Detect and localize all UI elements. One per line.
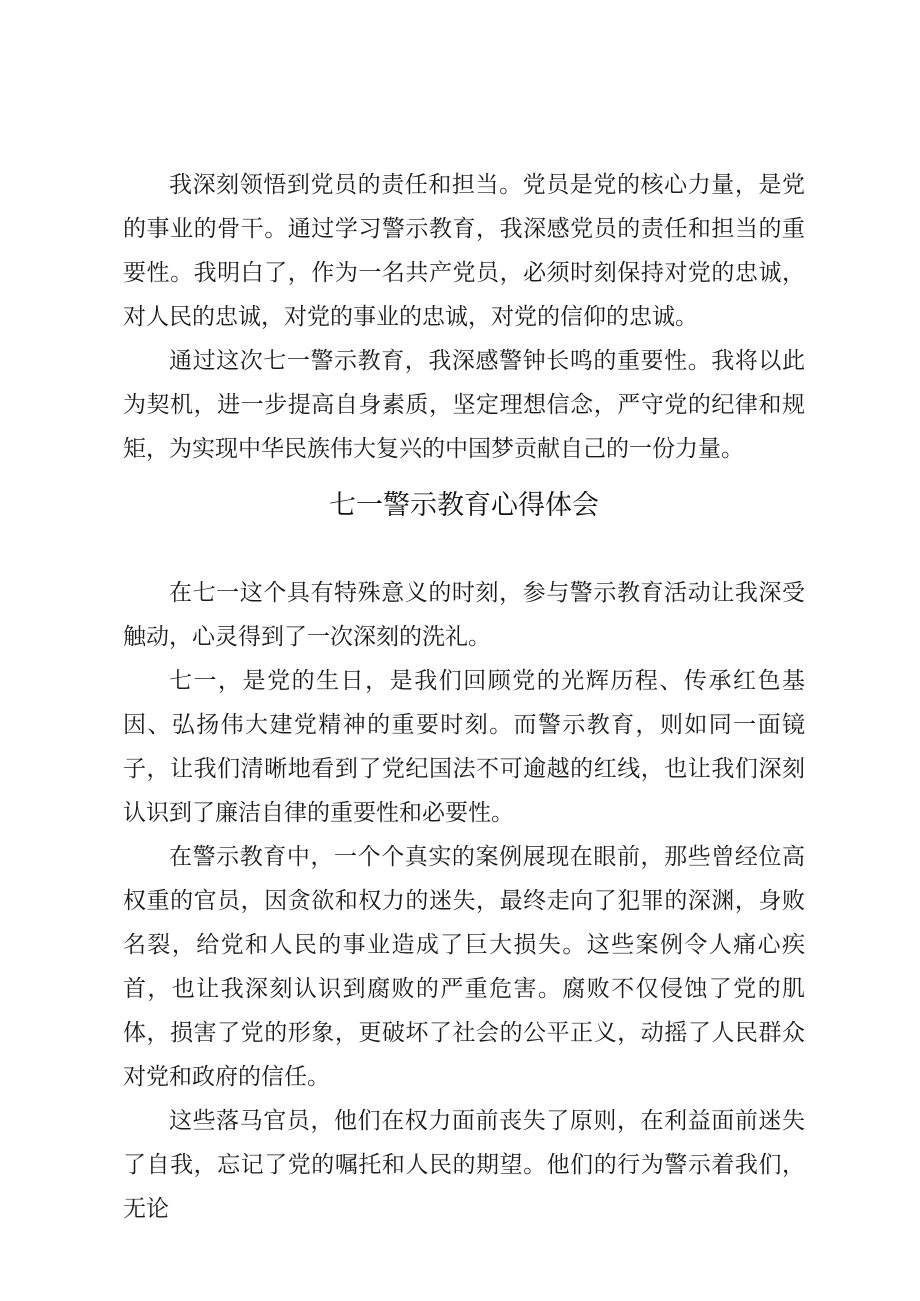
paragraph: 这些落马官员，他们在权力面前丧失了原则，在利益面前迷失了自我，忘记了党的嘱托和人民的期望。他们的行为警示着我们，无论: [123, 1108, 805, 1222]
top-section: [123, 163, 805, 471]
paragraph: 我深刻领悟到党员的责任和担当。党员是党的核心力量，是党的事业的骨干。通过学习警示教育，我深感党员的责任和担当的重要性。我明白了，作为一名共产党员，必须时刻保持对党的忠诚，对人民的忠诚，对党的事业的忠诚，对党的信仰的忠诚。: [123, 172, 805, 330]
paragraph: 通过这次七一警示教育，我深感警钟长鸣的重要性。我将以此为契机，进一步提高自身素质，坚定理想信念，严守党的纪律和规矩，为实现中华民族伟大复兴的中国梦贡献自己的一份力量。: [123, 348, 805, 462]
paragraph: 在七一这个具有特殊意义的时刻，参与警示教育活动让我深受触动，心灵得到了一次深刻的洗礼。: [123, 580, 805, 650]
article-title: 七一警示教育心得体会: [329, 490, 599, 521]
article-body: [123, 571, 805, 1231]
paragraph: 在警示教育中，一个个真实的案例展现在眼前，那些曾经位高权重的官员，因贪欲和权力的迷失，最终走向了犯罪的深渊，身败名裂，给党和人民的事业造成了巨大损失。这些案例令人痛心疾首，也让我深刻认识到腐败的严重危害。腐败不仅侵蚀了党的肌体，损害了党的形象，更破坏了社会的公平正义，动摇了人民群众对党和政府的信任。: [123, 844, 805, 1090]
paragraph: 七一，是党的生日，是我们回顾党的光辉历程、传承红色基因、弘扬伟大建党精神的重要时刻。而警示教育，则如同一面镜子，让我们清晰地看到了党纪国法不可逾越的红线，也让我们深刻认识到了廉洁自律的重要性和必要性。: [123, 668, 805, 826]
